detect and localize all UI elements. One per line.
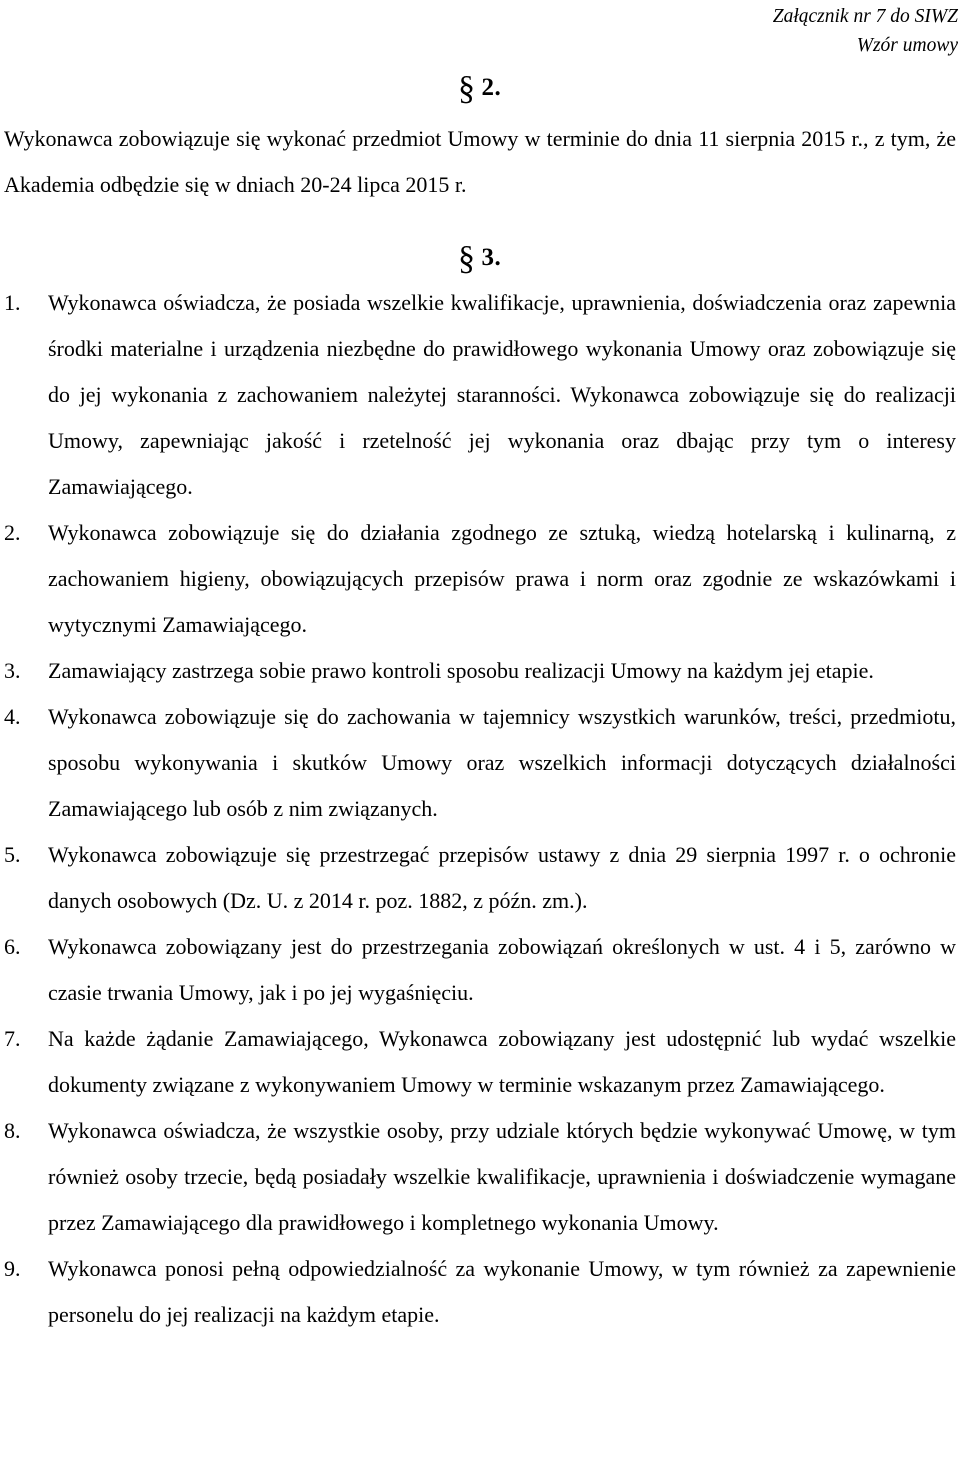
list-item-number: 3. — [4, 658, 21, 683]
section-number: 3. — [481, 244, 502, 271]
list-item — [4, 694, 956, 832]
list-item-text: Wykonawca zobowiązuje się do działania zgodnego ze sztuką, wiedzą hotelarską i kulinarną, z zachowaniem higieny, obowiązujących przepisów prawa i norm oraz zgodnie ze wskazówkami i wytycznymi Zamawiającego. — [48, 520, 956, 637]
list-item — [4, 280, 956, 510]
list-item — [4, 1016, 956, 1108]
list-item-number: 6. — [4, 934, 21, 959]
list-item-text: Wykonawca oświadcza, że posiada wszelkie kwalifikacje, uprawnienia, doświadczenia oraz zapewnia środki materialne i urządzenia niezbędne do prawidłowego wykonania Umowy oraz zobowiązuje się do jej wykonania z zachowaniem należytej staranności. Wykonawca zobowiązuje się do realizacji Umowy, zapewniając jakość i rzetelność jej wykonania oraz dbając przy tym o interesy Zamawiającego. — [48, 290, 956, 499]
list-item-text: Zamawiający zastrzega sobie prawo kontroli sposobu realizacji Umowy na każdym jej etapie. — [48, 658, 874, 683]
list-item — [4, 924, 956, 1016]
list-item — [4, 1246, 956, 1338]
document-header — [773, 2, 958, 60]
list-item-text: Wykonawca zobowiązuje się do zachowania w tajemnicy wszystkich warunków, treści, przedmiotu, sposobu wykonywania i skutków Umowy oraz wszelkich informacji dotyczących działalności Zamawiającego lub osób z nim związanych. — [48, 704, 956, 821]
section-2-paragraph: Wykonawca zobowiązuje się wykonać przedmiot Umowy w terminie do dnia 11 sierpnia 2015 r., z tym, że Akademia odbędzie się w dniach 20-24 lipca 2015 r. — [4, 126, 956, 197]
list-item-text: Wykonawca zobowiązuje się przestrzegać przepisów ustawy z dnia 29 sierpnia 1997 r. o ochronie danych osobowych (Dz. U. z 2014 r. poz. 1882, z późn. zm.). — [48, 842, 956, 913]
list-item — [4, 648, 956, 694]
list-item-text: Na każde żądanie Zamawiającego, Wykonawca zobowiązany jest udostępnić lub wydać wszelkie dokumenty związane z wykonywaniem Umowy w terminie wskazanym przez Zamawiającego. — [48, 1026, 956, 1097]
template-label: Wzór umowy — [856, 35, 958, 56]
list-item-text: Wykonawca oświadcza, że wszystkie osoby, przy udziale których będzie wykonywać Umowę, w tym również osoby trzecie, będą posiadały wszelkie kwalifikacje, uprawnienia i doświadczenie wymagane przez Zamawiającego dla prawidłowego i kompletnego wykonania Umowy. — [48, 1118, 956, 1235]
section-3-heading — [458, 236, 502, 277]
section-symbol: § — [458, 240, 476, 277]
list-item-number: 5. — [4, 842, 21, 867]
section-symbol: § — [458, 70, 476, 107]
section-number: 2. — [481, 74, 502, 101]
section-3-list — [4, 280, 956, 1338]
list-item-number: 9. — [4, 1256, 21, 1281]
list-item-number: 4. — [4, 704, 21, 729]
section-2-heading — [458, 66, 502, 107]
list-item — [4, 1108, 956, 1246]
list-item-number: 1. — [4, 290, 21, 315]
list-item — [4, 832, 956, 924]
list-item-number: 2. — [4, 520, 21, 545]
list-item-number: 8. — [4, 1118, 21, 1143]
list-item-number: 7. — [4, 1026, 21, 1051]
list-item-text: Wykonawca zobowiązany jest do przestrzegania zobowiązań określonych w ust. 4 i 5, zarówno w czasie trwania Umowy, jak i po jej wygaśnięciu. — [48, 934, 956, 1005]
list-item-text: Wykonawca ponosi pełną odpowiedzialność za wykonanie Umowy, w tym również za zapewnienie personelu do jej realizacji na każdym etapie. — [48, 1256, 956, 1327]
list-item — [4, 510, 956, 648]
attachment-label: Załącznik nr 7 do SIWZ — [772, 6, 958, 27]
